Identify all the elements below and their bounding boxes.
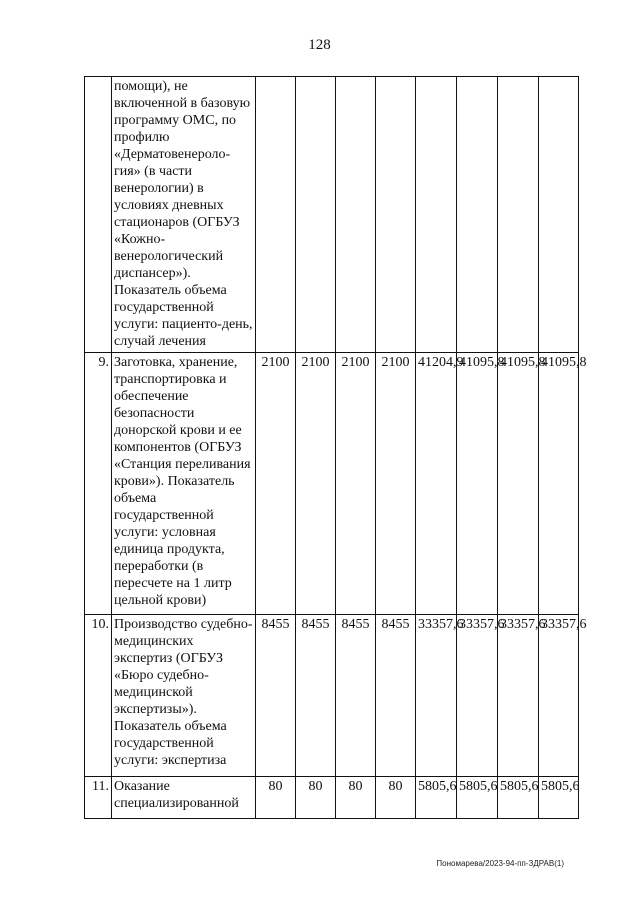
value-cell (498, 77, 539, 353)
value-cell: 41095,8 (457, 353, 498, 615)
value-cell: 80 (376, 777, 416, 819)
table-row (85, 615, 579, 777)
row-description: Оказание специализированной (112, 777, 256, 819)
row-description: Производство судебно-медицинских экспертиз (ОГБУЗ «Бюро судебно-медицинской экспертизы»). Показатель объема государственной услуги: экспертиза (112, 615, 256, 777)
value-cell (296, 77, 336, 353)
value-cell: 5805,6 (457, 777, 498, 819)
value-cell: 8455 (336, 615, 376, 777)
value-cell (376, 77, 416, 353)
value-cell: 33357,6 (539, 615, 579, 777)
data-table (84, 76, 587, 819)
value-cell: 80 (296, 777, 336, 819)
value-cell: 8455 (376, 615, 416, 777)
row-number (85, 77, 112, 353)
row-number: 11. (85, 777, 112, 819)
value-cell (336, 77, 376, 353)
value-cell: 80 (256, 777, 296, 819)
page-number: 128 (308, 37, 331, 53)
value-cell: 33357,6 (498, 615, 539, 777)
value-cell: 80 (336, 777, 376, 819)
row-description: Заготовка, хранение, транспортировка и обеспечение безопасности донорской крови и ее компонентов (ОГБУЗ «Станция переливания крови»). Показатель объема государственной услуги: условная единица продукта, переработки (в пересчете на 1 литр цельной крови) (112, 353, 256, 615)
value-cell: 2100 (296, 353, 336, 615)
value-cell: 2100 (336, 353, 376, 615)
value-cell (416, 77, 457, 353)
value-cell: 2100 (256, 353, 296, 615)
value-cell: 41204,9 (416, 353, 457, 615)
value-cell: 41095,8 (498, 353, 539, 615)
table-row (85, 353, 579, 615)
value-cell (539, 77, 579, 353)
value-cell (457, 77, 498, 353)
table-row (85, 77, 579, 353)
value-cell: 8455 (296, 615, 336, 777)
value-cell: 41095,8 (539, 353, 579, 615)
row-number: 10. (85, 615, 112, 777)
row-number: 9. (85, 353, 112, 615)
value-cell: 8455 (256, 615, 296, 777)
row-description: помощи), не включенной в базовую программу ОМС, по профилю «Дерматовенероло-гия» (в части венерологии) в условиях дневных стационаров (ОГБУЗ «Кожно-венерологический диспансер»). Показатель объема государственной услуги: пациенто-день, случай лечения (112, 77, 256, 353)
value-cell: 33357,6 (416, 615, 457, 777)
value-cell: 5805,6 (498, 777, 539, 819)
value-cell: 2100 (376, 353, 416, 615)
value-cell: 5805,6 (539, 777, 579, 819)
table-row (85, 777, 579, 819)
value-cell (256, 77, 296, 353)
value-cell: 33357,6 (457, 615, 498, 777)
footer-document-id: Пономарева/2023-94-пп-ЗДРАВ(1) (436, 859, 564, 868)
value-cell: 5805,6 (416, 777, 457, 819)
